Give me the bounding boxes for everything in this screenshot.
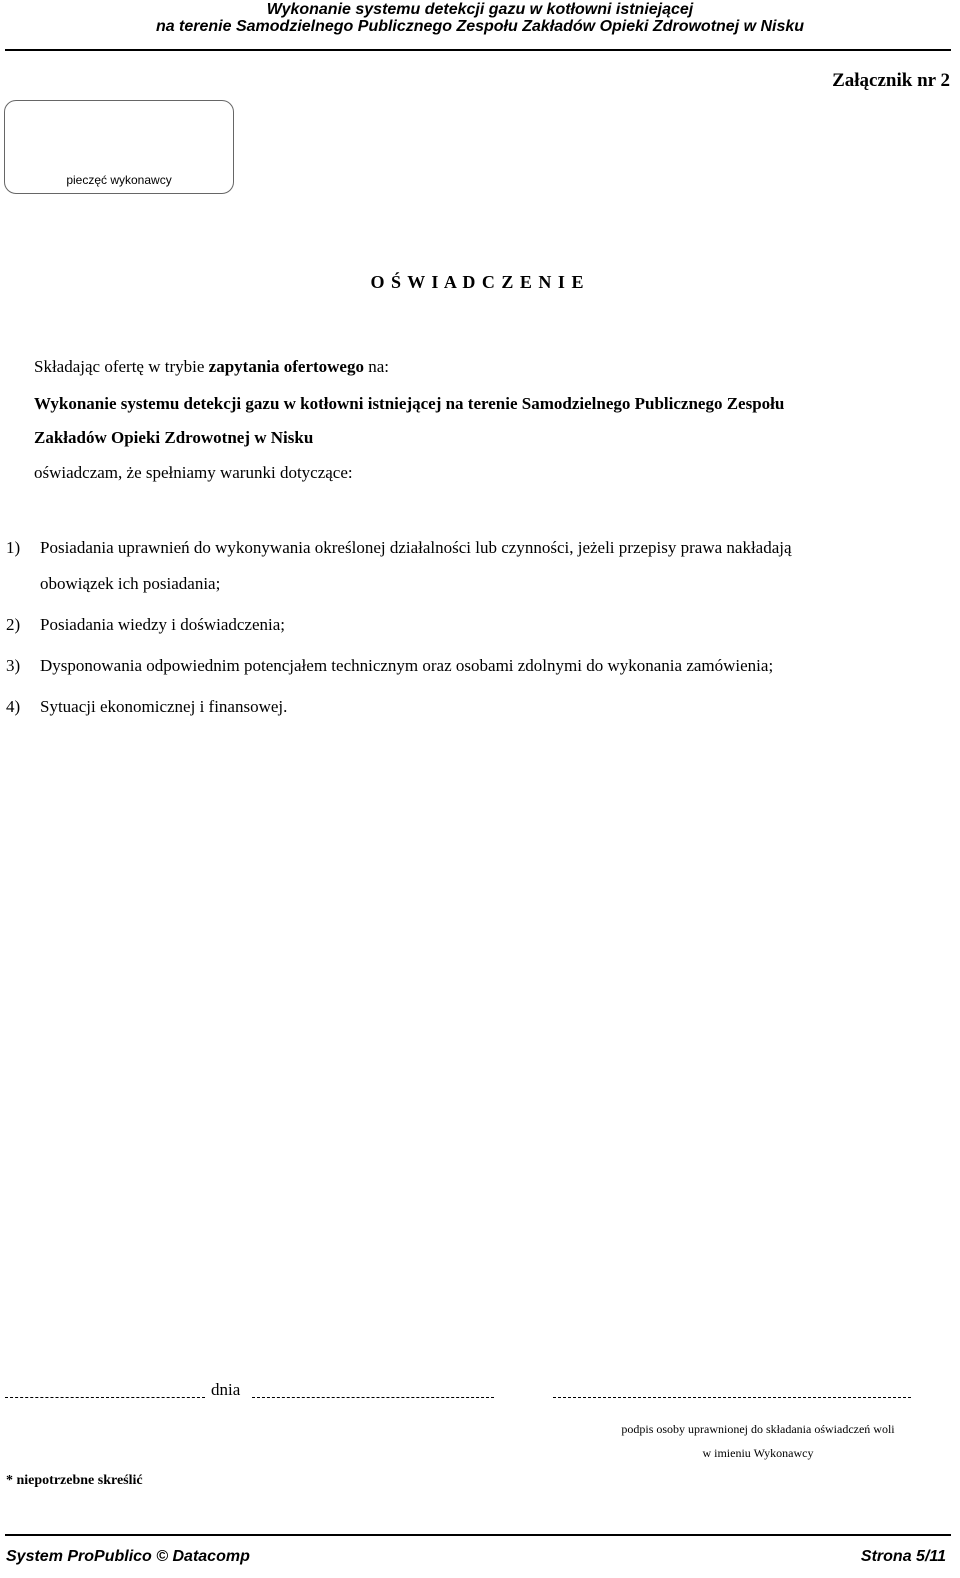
intro-procedure: zapytania ofertowego bbox=[208, 357, 364, 376]
condition-text: Dysponowania odpowiednim potencjałem technicznym oraz osobami zdolnymi do wykonania zamówienia; bbox=[40, 656, 774, 675]
intro-line bbox=[34, 356, 389, 378]
signature-dotted-line bbox=[553, 1397, 911, 1398]
subject-line-1: Wykonanie systemu detekcji gazu w kotłowni istniejącej na terenie Samodzielnego Publicznego Zespołu bbox=[34, 394, 785, 413]
intro-prefix: Składając ofertę w trybie bbox=[34, 357, 209, 376]
header-title-line-2: na terenie Samodzielnego Publicznego Zespołu Zakładów Opieki Zdrowotnej w Nisku bbox=[155, 18, 805, 35]
footnote: * niepotrzebne skreślić bbox=[6, 1473, 143, 1488]
signature-caption-line-2: w imieniu Wykonawcy bbox=[702, 1446, 814, 1460]
footer-page-number: Strona 5/11 bbox=[860, 1548, 946, 1565]
document-title: O Ś W I A D C Z E N I E bbox=[370, 272, 585, 292]
condition-number: 2) bbox=[6, 615, 21, 634]
footer-system-label: System ProPublico © Datacomp bbox=[6, 1548, 250, 1565]
condition-text: Posiadania uprawnień do wykonywania określonej działalności lub czynności, jeżeli przepisy prawa nakładają bbox=[40, 538, 792, 557]
header-title-line-1: Wykonanie systemu detekcji gazu w kotłowni istniejącej bbox=[266, 1, 694, 18]
footer-rule bbox=[5, 1534, 951, 1536]
header-rule bbox=[5, 49, 951, 51]
place-dotted-line bbox=[5, 1397, 205, 1398]
condition-text: Sytuacji ekonomicznej i finansowej. bbox=[40, 697, 288, 716]
signature-caption-line-1: podpis osoby uprawnionej do składania oświadczeń woli bbox=[621, 1422, 895, 1436]
condition-text-continued: obowiązek ich posiadania; bbox=[40, 574, 221, 593]
date-word: dnia bbox=[211, 1380, 241, 1399]
date-dotted-line bbox=[252, 1397, 494, 1398]
subject-line-2: Zakładów Opieki Zdrowotnej w Nisku bbox=[34, 428, 314, 447]
condition-number: 1) bbox=[6, 538, 21, 557]
stamp-label: pieczęć wykonawcy bbox=[66, 173, 172, 187]
intro-suffix: na: bbox=[363, 357, 390, 376]
condition-number: 4) bbox=[6, 697, 21, 716]
contractor-stamp-box bbox=[4, 100, 234, 194]
condition-number: 3) bbox=[6, 656, 21, 675]
attachment-label: Załącznik nr 2 bbox=[832, 70, 950, 91]
declaration-line: oświadczam, że spełniamy warunki dotyczące: bbox=[34, 463, 353, 482]
condition-text: Posiadania wiedzy i doświadczenia; bbox=[40, 615, 286, 634]
